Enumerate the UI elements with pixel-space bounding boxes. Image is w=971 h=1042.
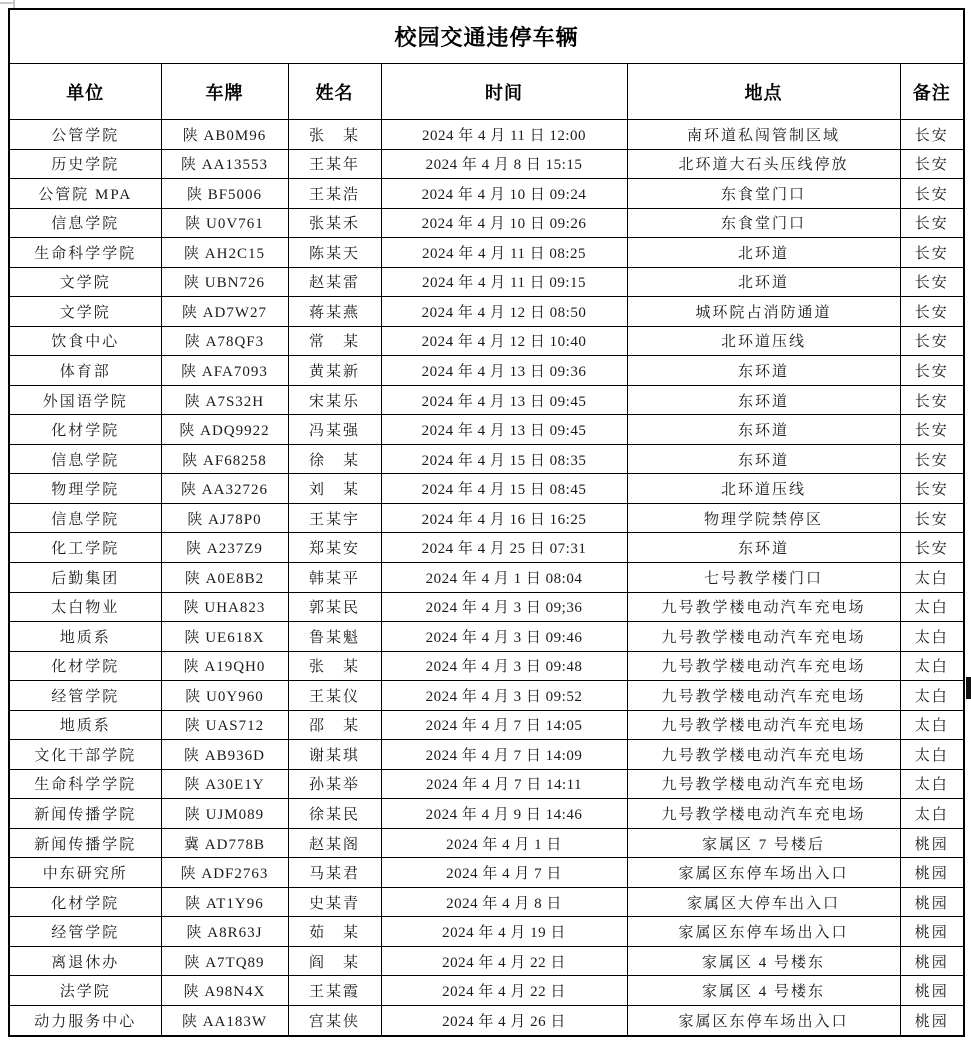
cell-time: 2024 年 4 月 3 日 09:52 xyxy=(381,681,627,711)
cell-plate: 陕 A30E1Y xyxy=(161,769,288,799)
cell-time: 2024 年 4 月 10 日 09:26 xyxy=(381,208,627,238)
cell-location: 九号教学楼电动汽车充电场 xyxy=(627,710,900,740)
cell-remark: 长安 xyxy=(900,356,964,386)
cell-location: 家属区东停车场出入口 xyxy=(627,1005,900,1036)
cell-location: 九号教学楼电动汽车充电场 xyxy=(627,651,900,681)
cell-plate: 陕 AFA7093 xyxy=(161,356,288,386)
cell-location: 九号教学楼电动汽车充电场 xyxy=(627,681,900,711)
cell-unit: 饮食中心 xyxy=(9,326,161,356)
table-row xyxy=(9,385,964,415)
cell-unit: 公管学院 xyxy=(9,120,161,150)
table-header-row xyxy=(9,64,964,120)
cell-location: 南环道私闯管制区域 xyxy=(627,120,900,150)
cell-name: 张 某 xyxy=(288,651,381,681)
cell-remark: 桃园 xyxy=(900,946,964,976)
cell-plate: 陕 UHA823 xyxy=(161,592,288,622)
column-header-remark: 备注 xyxy=(900,64,964,120)
cell-location: 物理学院禁停区 xyxy=(627,503,900,533)
cell-remark: 长安 xyxy=(900,326,964,356)
cell-unit: 经管学院 xyxy=(9,917,161,947)
cell-name: 刘 某 xyxy=(288,474,381,504)
cell-location: 北环道 xyxy=(627,238,900,268)
cell-location: 家属区 4 号楼东 xyxy=(627,946,900,976)
table-row xyxy=(9,474,964,504)
table-row xyxy=(9,503,964,533)
cell-plate: 陕 UJM089 xyxy=(161,799,288,829)
column-header-time: 时间 xyxy=(381,64,627,120)
cell-time: 2024 年 4 月 10 日 09:24 xyxy=(381,179,627,209)
cell-time: 2024 年 4 月 8 日 xyxy=(381,887,627,917)
cell-remark: 长安 xyxy=(900,208,964,238)
cell-plate: 陕 A8R63J xyxy=(161,917,288,947)
cell-name: 王某霞 xyxy=(288,976,381,1006)
column-header-plate: 车牌 xyxy=(161,64,288,120)
cell-plate: 陕 AD7W27 xyxy=(161,297,288,327)
cell-name: 王某仪 xyxy=(288,681,381,711)
cell-unit: 信息学院 xyxy=(9,208,161,238)
cell-remark: 太白 xyxy=(900,710,964,740)
table-row xyxy=(9,740,964,770)
cell-name: 鲁某魁 xyxy=(288,622,381,652)
table-title-row xyxy=(9,9,964,64)
cell-plate: 陕 AA183W xyxy=(161,1005,288,1036)
cell-name: 谢某琪 xyxy=(288,740,381,770)
cell-unit: 新闻传播学院 xyxy=(9,799,161,829)
cell-plate: 冀 AD778B xyxy=(161,828,288,858)
cell-unit: 生命科学学院 xyxy=(9,769,161,799)
cell-time: 2024 年 4 月 22 日 xyxy=(381,976,627,1006)
cell-unit: 化材学院 xyxy=(9,415,161,445)
cell-time: 2024 年 4 月 9 日 14:46 xyxy=(381,799,627,829)
cell-location: 九号教学楼电动汽车充电场 xyxy=(627,592,900,622)
cell-name: 陈某天 xyxy=(288,238,381,268)
cell-unit: 信息学院 xyxy=(9,503,161,533)
cell-name: 蒋某燕 xyxy=(288,297,381,327)
cell-time: 2024 年 4 月 12 日 08:50 xyxy=(381,297,627,327)
cell-remark: 太白 xyxy=(900,681,964,711)
cell-name: 郭某民 xyxy=(288,592,381,622)
cell-unit: 离退休办 xyxy=(9,946,161,976)
cell-time: 2024 年 4 月 16 日 16:25 xyxy=(381,503,627,533)
cell-time: 2024 年 4 月 13 日 09:45 xyxy=(381,415,627,445)
cell-location: 北环道 xyxy=(627,267,900,297)
cell-location: 家属区 7 号楼后 xyxy=(627,828,900,858)
table-row xyxy=(9,592,964,622)
table-row xyxy=(9,710,964,740)
cell-location: 九号教学楼电动汽车充电场 xyxy=(627,769,900,799)
table-row xyxy=(9,799,964,829)
cell-name: 宫某侠 xyxy=(288,1005,381,1036)
cell-time: 2024 年 4 月 15 日 08:35 xyxy=(381,444,627,474)
table-row xyxy=(9,149,964,179)
table-row xyxy=(9,976,964,1006)
cell-name: 黄某新 xyxy=(288,356,381,386)
table-row xyxy=(9,208,964,238)
cell-plate: 陕 A19QH0 xyxy=(161,651,288,681)
cell-time: 2024 年 4 月 1 日 08:04 xyxy=(381,562,627,592)
cell-location: 城环院占消防通道 xyxy=(627,297,900,327)
cell-plate: 陕 ADQ9922 xyxy=(161,415,288,445)
cell-unit: 新闻传播学院 xyxy=(9,828,161,858)
cell-remark: 太白 xyxy=(900,592,964,622)
cell-remark: 桃园 xyxy=(900,887,964,917)
cell-remark: 长安 xyxy=(900,444,964,474)
cell-remark: 长安 xyxy=(900,474,964,504)
cell-time: 2024 年 4 月 3 日 09:46 xyxy=(381,622,627,652)
table-row xyxy=(9,444,964,474)
cell-time: 2024 年 4 月 25 日 07:31 xyxy=(381,533,627,563)
cell-remark: 长安 xyxy=(900,179,964,209)
table-row xyxy=(9,1005,964,1036)
cell-name: 史某青 xyxy=(288,887,381,917)
cell-plate: 陕 A0E8B2 xyxy=(161,562,288,592)
cell-plate: 陕 A7S32H xyxy=(161,385,288,415)
cell-name: 赵某阁 xyxy=(288,828,381,858)
cell-location: 东食堂门口 xyxy=(627,208,900,238)
cell-remark: 太白 xyxy=(900,651,964,681)
cell-location: 东环道 xyxy=(627,356,900,386)
cell-plate: 陕 AF68258 xyxy=(161,444,288,474)
cell-time: 2024 年 4 月 7 日 14:11 xyxy=(381,769,627,799)
cell-remark: 桃园 xyxy=(900,976,964,1006)
cell-remark: 长安 xyxy=(900,149,964,179)
cell-plate: 陕 ADF2763 xyxy=(161,858,288,888)
cell-unit: 化工学院 xyxy=(9,533,161,563)
cell-remark: 太白 xyxy=(900,799,964,829)
cell-plate: 陕 U0Y960 xyxy=(161,681,288,711)
table-row xyxy=(9,651,964,681)
cell-name: 王某浩 xyxy=(288,179,381,209)
cell-name: 郑某安 xyxy=(288,533,381,563)
cell-remark: 长安 xyxy=(900,238,964,268)
cell-time: 2024 年 4 月 19 日 xyxy=(381,917,627,947)
cell-plate: 陕 UE618X xyxy=(161,622,288,652)
cell-unit: 公管院 MPA xyxy=(9,179,161,209)
cell-unit: 地质系 xyxy=(9,622,161,652)
cell-location: 东环道 xyxy=(627,533,900,563)
table-row xyxy=(9,946,964,976)
cell-name: 茹 某 xyxy=(288,917,381,947)
cell-unit: 经管学院 xyxy=(9,681,161,711)
table-row xyxy=(9,828,964,858)
cell-time: 2024 年 4 月 7 日 14:09 xyxy=(381,740,627,770)
cell-remark: 太白 xyxy=(900,622,964,652)
cell-remark: 长安 xyxy=(900,533,964,563)
cell-time: 2024 年 4 月 11 日 12:00 xyxy=(381,120,627,150)
cell-location: 东环道 xyxy=(627,385,900,415)
cell-location: 七号教学楼门口 xyxy=(627,562,900,592)
cell-location: 北环道大石头压线停放 xyxy=(627,149,900,179)
cell-location: 东环道 xyxy=(627,415,900,445)
cell-plate: 陕 AB936D xyxy=(161,740,288,770)
cell-location: 九号教学楼电动汽车充电场 xyxy=(627,740,900,770)
cell-plate: 陕 A78QF3 xyxy=(161,326,288,356)
cell-unit: 化材学院 xyxy=(9,651,161,681)
cell-plate: 陕 UBN726 xyxy=(161,267,288,297)
cell-plate: 陕 A237Z9 xyxy=(161,533,288,563)
cell-remark: 太白 xyxy=(900,562,964,592)
cell-remark: 长安 xyxy=(900,120,964,150)
cell-name: 马某君 xyxy=(288,858,381,888)
cell-unit: 化材学院 xyxy=(9,887,161,917)
cell-location: 家属区大停车出入口 xyxy=(627,887,900,917)
cell-name: 宋某乐 xyxy=(288,385,381,415)
cell-time: 2024 年 4 月 13 日 09:45 xyxy=(381,385,627,415)
cell-time: 2024 年 4 月 12 日 10:40 xyxy=(381,326,627,356)
table-row xyxy=(9,238,964,268)
cell-unit: 动力服务中心 xyxy=(9,1005,161,1036)
cell-time: 2024 年 4 月 7 日 14:05 xyxy=(381,710,627,740)
cell-name: 孙某举 xyxy=(288,769,381,799)
cell-unit: 太白物业 xyxy=(9,592,161,622)
table-row xyxy=(9,917,964,947)
table-row xyxy=(9,267,964,297)
cell-unit: 信息学院 xyxy=(9,444,161,474)
cell-time: 2024 年 4 月 1 日 xyxy=(381,828,627,858)
cell-location: 北环道压线 xyxy=(627,474,900,504)
cell-unit: 文学院 xyxy=(9,267,161,297)
column-header-location: 地点 xyxy=(627,64,900,120)
cell-location: 东食堂门口 xyxy=(627,179,900,209)
table-row xyxy=(9,533,964,563)
cell-plate: 陕 U0V761 xyxy=(161,208,288,238)
table-row xyxy=(9,562,964,592)
cell-remark: 长安 xyxy=(900,385,964,415)
cell-name: 常 某 xyxy=(288,326,381,356)
cell-unit: 物理学院 xyxy=(9,474,161,504)
cell-time: 2024 年 4 月 8 日 15:15 xyxy=(381,149,627,179)
cell-name: 赵某雷 xyxy=(288,267,381,297)
cell-unit: 生命科学学院 xyxy=(9,238,161,268)
cell-location: 九号教学楼电动汽车充电场 xyxy=(627,622,900,652)
cell-unit: 后勤集团 xyxy=(9,562,161,592)
cell-name: 王某宇 xyxy=(288,503,381,533)
cell-plate: 陕 AT1Y96 xyxy=(161,887,288,917)
cell-time: 2024 年 4 月 11 日 08:25 xyxy=(381,238,627,268)
cell-location: 北环道压线 xyxy=(627,326,900,356)
cell-remark: 桃园 xyxy=(900,858,964,888)
cell-name: 张某禾 xyxy=(288,208,381,238)
cell-location: 东环道 xyxy=(627,444,900,474)
table-row xyxy=(9,681,964,711)
table-row xyxy=(9,887,964,917)
cell-time: 2024 年 4 月 7 日 xyxy=(381,858,627,888)
cell-remark: 长安 xyxy=(900,297,964,327)
column-header-unit: 单位 xyxy=(9,64,161,120)
cell-time: 2024 年 4 月 3 日 09:48 xyxy=(381,651,627,681)
right-edge-marker xyxy=(966,677,971,699)
cell-location: 家属区 4 号楼东 xyxy=(627,976,900,1006)
cell-remark: 长安 xyxy=(900,503,964,533)
cell-plate: 陕 AJ78P0 xyxy=(161,503,288,533)
cell-remark: 桃园 xyxy=(900,1005,964,1036)
cell-location: 家属区东停车场出入口 xyxy=(627,917,900,947)
cell-name: 徐某民 xyxy=(288,799,381,829)
cell-remark: 桃园 xyxy=(900,828,964,858)
cell-name: 张 某 xyxy=(288,120,381,150)
cell-time: 2024 年 4 月 3 日 09;36 xyxy=(381,592,627,622)
column-header-name: 姓名 xyxy=(288,64,381,120)
cell-location: 九号教学楼电动汽车充电场 xyxy=(627,799,900,829)
table-row xyxy=(9,622,964,652)
cell-name: 阎 某 xyxy=(288,946,381,976)
cell-unit: 法学院 xyxy=(9,976,161,1006)
table-row xyxy=(9,415,964,445)
cell-remark: 太白 xyxy=(900,769,964,799)
cell-name: 冯某强 xyxy=(288,415,381,445)
table-row xyxy=(9,297,964,327)
cell-unit: 体育部 xyxy=(9,356,161,386)
cell-time: 2024 年 4 月 22 日 xyxy=(381,946,627,976)
violations-table xyxy=(8,8,965,1037)
cell-remark: 长安 xyxy=(900,267,964,297)
cell-unit: 文化干部学院 xyxy=(9,740,161,770)
table-row xyxy=(9,120,964,150)
cell-remark: 太白 xyxy=(900,740,964,770)
cell-plate: 陕 A7TQ89 xyxy=(161,946,288,976)
cell-time: 2024 年 4 月 11 日 09:15 xyxy=(381,267,627,297)
cell-name: 韩某平 xyxy=(288,562,381,592)
table-body xyxy=(9,120,964,1037)
cell-time: 2024 年 4 月 13 日 09:36 xyxy=(381,356,627,386)
page-title: 校园交通违停车辆 xyxy=(9,9,964,64)
cell-plate: 陕 A98N4X xyxy=(161,976,288,1006)
cell-time: 2024 年 4 月 15 日 08:45 xyxy=(381,474,627,504)
cell-location: 家属区东停车场出入口 xyxy=(627,858,900,888)
cell-plate: 陕 UAS712 xyxy=(161,710,288,740)
cell-plate: 陕 AH2C15 xyxy=(161,238,288,268)
cell-unit: 外国语学院 xyxy=(9,385,161,415)
cell-plate: 陕 AA32726 xyxy=(161,474,288,504)
cell-plate: 陕 AA13553 xyxy=(161,149,288,179)
table-row xyxy=(9,326,964,356)
cell-name: 徐 某 xyxy=(288,444,381,474)
cell-plate: 陕 BF5006 xyxy=(161,179,288,209)
table-row xyxy=(9,769,964,799)
cell-remark: 长安 xyxy=(900,415,964,445)
cell-unit: 中东研究所 xyxy=(9,858,161,888)
cell-name: 邵 某 xyxy=(288,710,381,740)
cell-unit: 地质系 xyxy=(9,710,161,740)
cell-unit: 文学院 xyxy=(9,297,161,327)
cell-remark: 桃园 xyxy=(900,917,964,947)
cell-plate: 陕 AB0M96 xyxy=(161,120,288,150)
cell-name: 王某年 xyxy=(288,149,381,179)
table-row xyxy=(9,858,964,888)
cell-unit: 历史学院 xyxy=(9,149,161,179)
cell-time: 2024 年 4 月 26 日 xyxy=(381,1005,627,1036)
table-row xyxy=(9,356,964,386)
table-row xyxy=(9,179,964,209)
